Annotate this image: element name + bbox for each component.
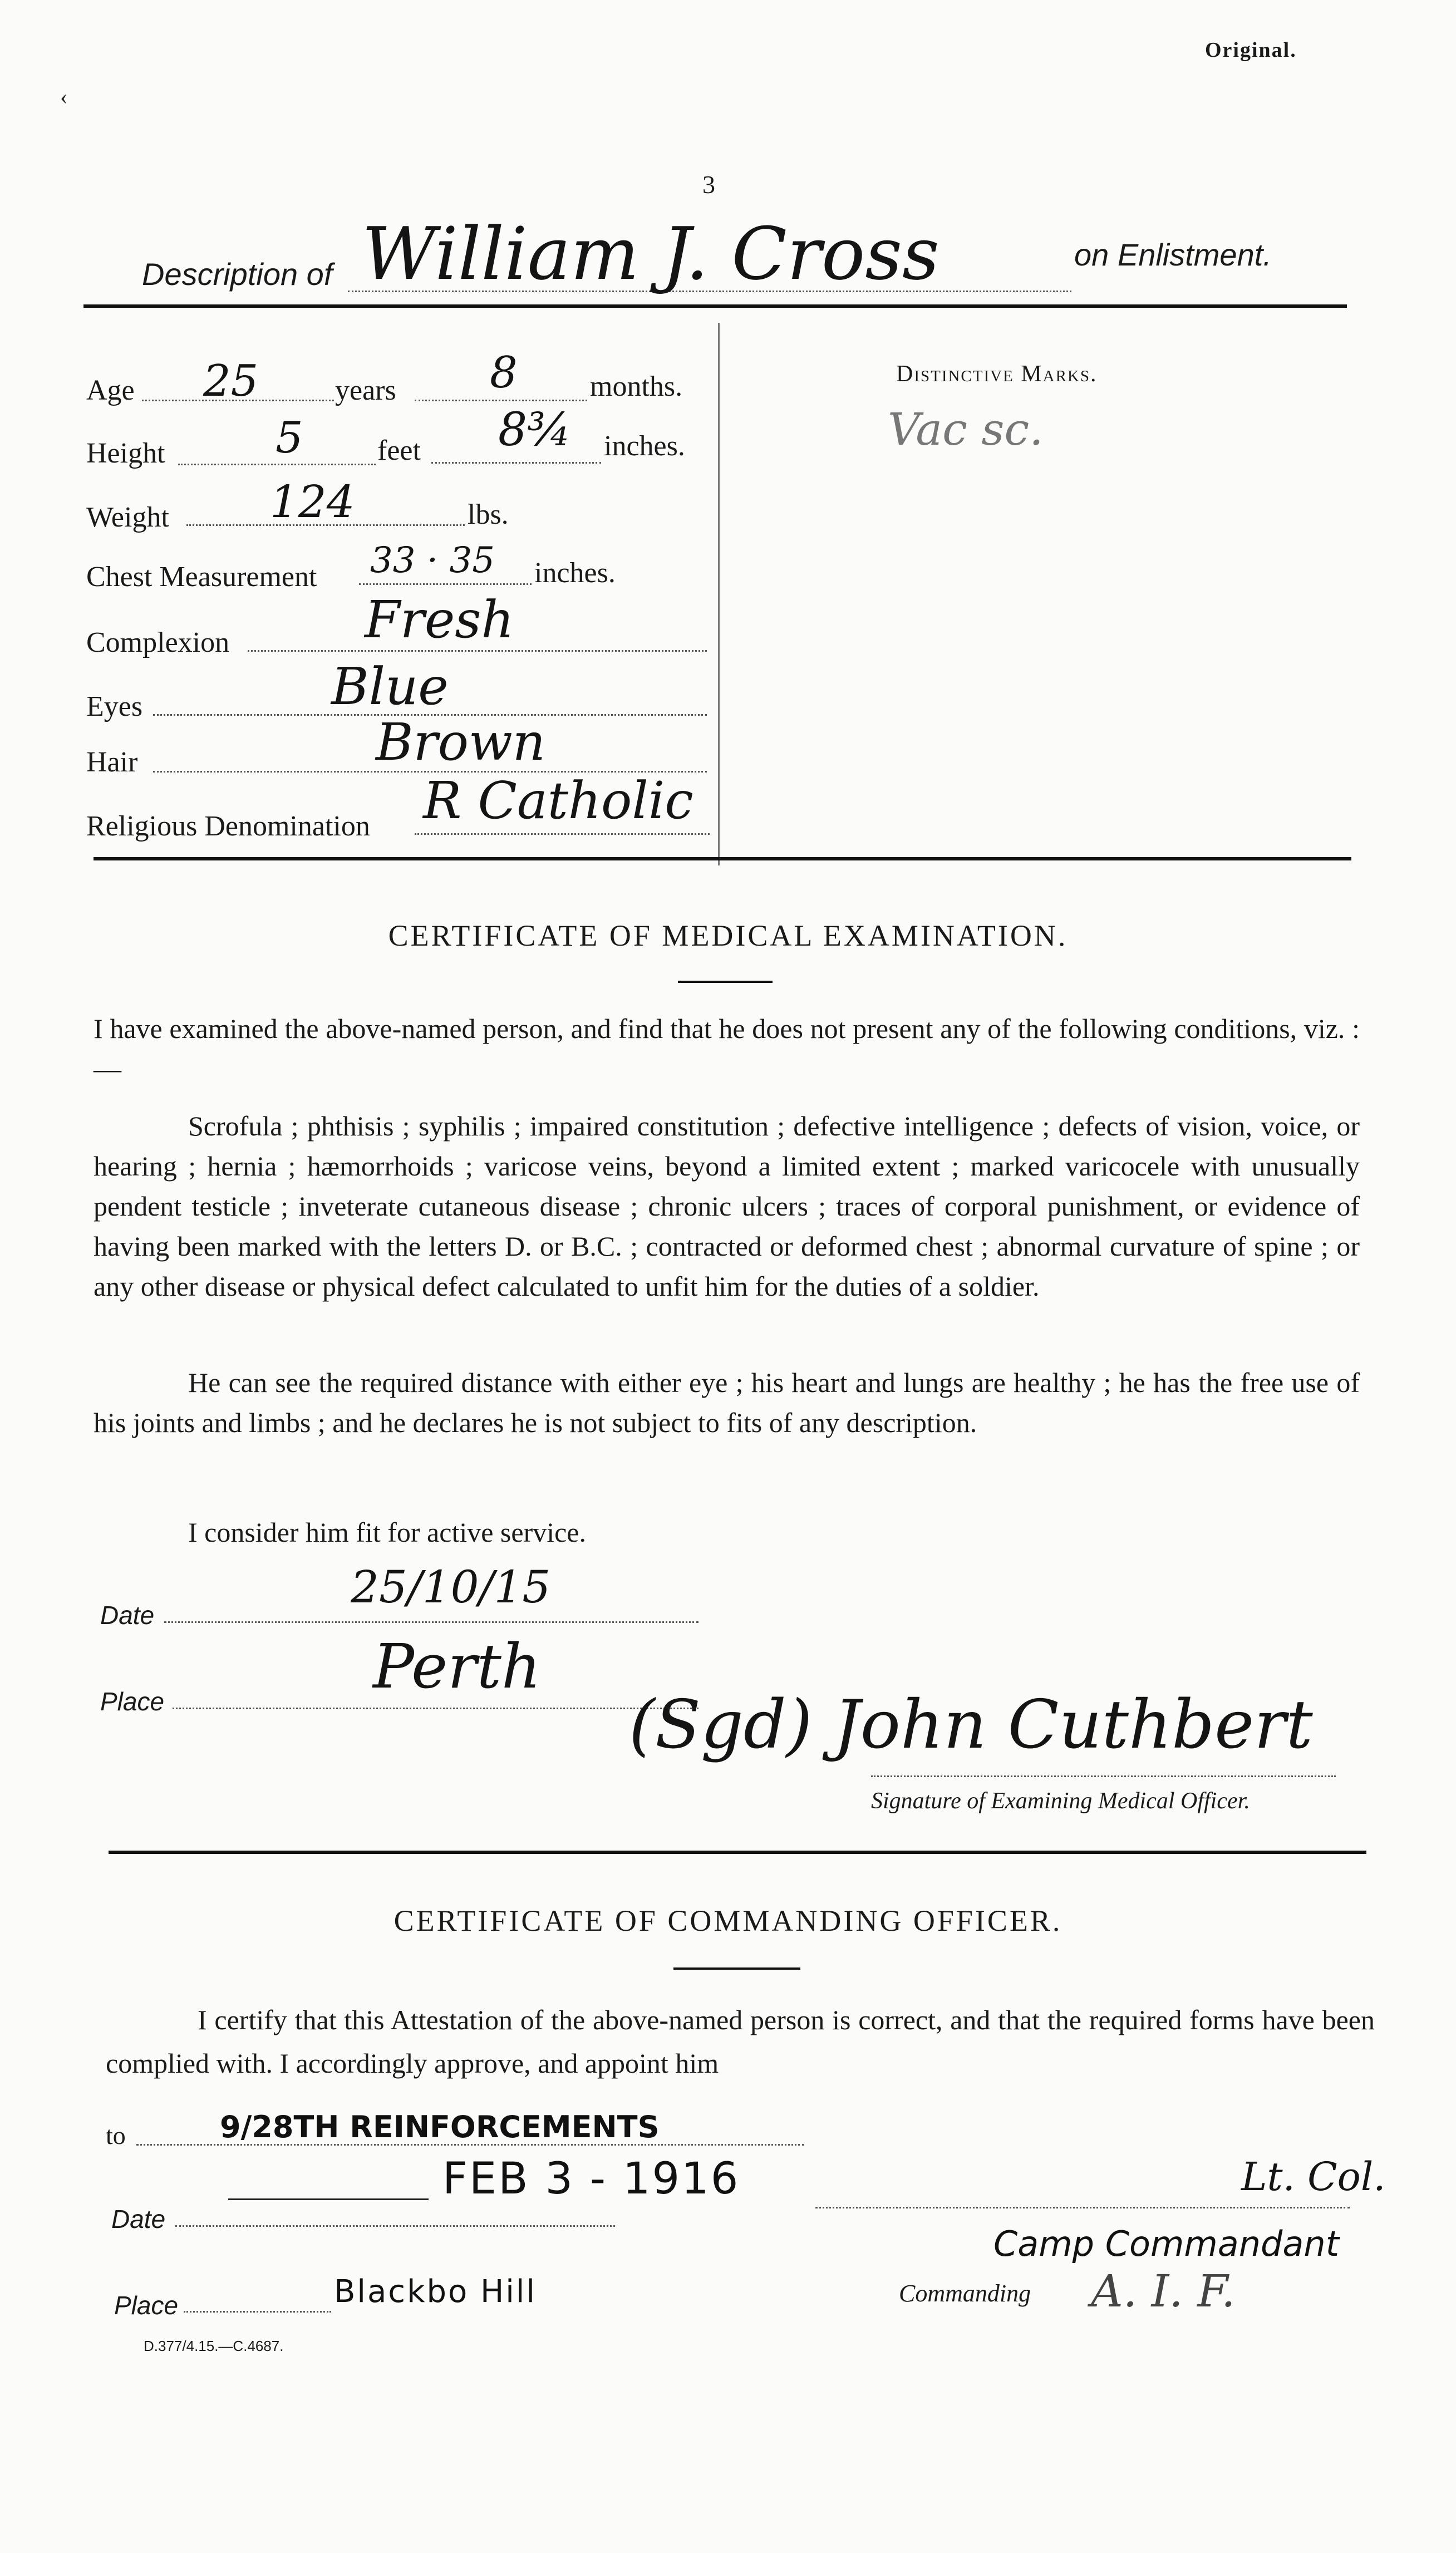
age-months-dotline (415, 400, 587, 401)
religion-label: Religious Denomination (86, 810, 370, 842)
medical-signature-caption: Signature of Examining Medical Officer. (871, 1788, 1250, 1814)
commanding-place-label: Place (114, 2291, 179, 2320)
commanding-para-1: I certify that this Attestation of the above-named person is correct, and that the required forms have been complied with. I accordingly approve, and appoint him (106, 2004, 1375, 2079)
medical-para-4: I consider him fit for active service. (188, 1517, 586, 1548)
medical-officer-signature: (Sgd) John Cuthbert (629, 1686, 1313, 1764)
date-stamp-rule (228, 2198, 429, 2200)
corner-label: Original. (1205, 38, 1297, 62)
chest-value: 33 · 35 (370, 540, 495, 581)
inches-label: inches. (604, 430, 685, 462)
description-label: Description of (142, 257, 333, 292)
commanding-unit-value: A. I. F. (1091, 2265, 1236, 2317)
religion-value: R Catholic (423, 771, 693, 830)
height-inches-dotline (431, 462, 601, 464)
fields-divider (718, 323, 720, 865)
medical-date-value: 25/10/15 (351, 1561, 551, 1613)
age-months-value: 8 (490, 348, 518, 398)
medical-heading-rule (678, 981, 773, 983)
hair-value: Brown (376, 712, 545, 772)
camp-commandant-stamp: Camp Commandant (993, 2224, 1339, 2264)
medical-date-dotline (164, 1621, 699, 1623)
complexion-label: Complexion (86, 627, 230, 658)
height-label: Height (86, 437, 165, 469)
eyes-value: Blue (331, 657, 449, 716)
medical-place-value: Perth (373, 1631, 541, 1702)
form-code: D.377/4.15.—C.4687. (144, 2338, 284, 2354)
fields-bottom-rule (94, 857, 1351, 860)
height-feet-value: 5 (276, 413, 303, 463)
commanding-place-dotline (184, 2311, 331, 2313)
chest-dotline (359, 583, 532, 585)
enlistment-label: on Enlistment. (1074, 237, 1272, 272)
medical-para-1: I have examined the above-named person, and find that he does not present any of the following conditions, viz. :— (94, 1013, 1360, 1084)
complexion-value: Fresh (365, 590, 514, 650)
height-feet-dotline (178, 464, 376, 465)
commanding-to-label: to (106, 2121, 126, 2149)
medical-place-dotline (173, 1708, 699, 1709)
lbs-label: lbs. (468, 499, 509, 530)
height-inches-value: 8¾ (498, 404, 572, 456)
place-stamp: Blackbo Hill (334, 2274, 537, 2310)
commanding-heading: CERTIFICATE OF COMMANDING OFFICER. (393, 1904, 1063, 1937)
top-rule (83, 304, 1347, 308)
distinctive-marks-value: Vac sc. (888, 404, 1044, 455)
commanding-officer-dotline (815, 2207, 1350, 2208)
medical-para-3: He can see the required distance with either eye ; his heart and lungs are healthy ; he has the free use of his joints and limbs ; and he declares he is not subject to fits of any description. (94, 1367, 1360, 1438)
page-number: 3 (702, 170, 715, 199)
commanding-date-dotline (175, 2225, 615, 2227)
weight-value: 124 (270, 476, 355, 528)
medical-place-label: Place (100, 1687, 165, 1716)
medical-bottom-rule (109, 1851, 1366, 1854)
complexion-dotline (248, 650, 707, 652)
religion-dotline (415, 833, 710, 835)
medical-signature-dotline (871, 1775, 1336, 1777)
chest-inches-label: inches. (534, 557, 616, 589)
date-stamp: FEB 3 - 1916 (442, 2154, 740, 2204)
commanding-officer-signature: Lt. Col. (1241, 2154, 1386, 2200)
distinctive-marks-label: Distinctive Marks. (896, 361, 1098, 387)
years-label: years (335, 375, 396, 406)
feet-label: feet (377, 435, 421, 466)
medical-para-2: Scrofula ; phthisis ; syphilis ; impaired constitution ; defective intelligence ; defects of vision, voice, or hearing ; hernia ; hæmorrhoids ; varicose veins, beyond a limited extent ; marked varicocele with unusually pendent testicle ; inveterate cutaneous disease ; chronic ulcers ; traces of corporal punishment, or evidence of having been marked with the letters D. or B.C. ; contracted or deformed chest ; abnormal curvature of spine ; or any other disease or physical defect calculated to unfit him for the duties of a soldier. (94, 1110, 1360, 1302)
reinforcements-stamp: 9/28TH REINFORCEMENTS (220, 2109, 660, 2144)
hair-label: Hair (86, 746, 138, 778)
months-label: months. (590, 371, 683, 402)
commanding-heading-rule (673, 1967, 800, 1970)
margin-mark: ‹ (60, 84, 68, 109)
chest-label: Chest Measurement (86, 561, 317, 593)
age-years-value: 25 (203, 356, 259, 406)
soldier-name: William J. Cross (362, 211, 939, 296)
medical-heading: CERTIFICATE OF MEDICAL EXAMINATION. (388, 919, 1068, 952)
weight-label: Weight (86, 501, 169, 533)
eyes-label: Eyes (86, 691, 143, 722)
medical-date-label: Date (100, 1601, 155, 1630)
commanding-label: Commanding (899, 2280, 1031, 2307)
age-label: Age (86, 375, 135, 406)
commanding-date-label: Date (111, 2205, 166, 2234)
